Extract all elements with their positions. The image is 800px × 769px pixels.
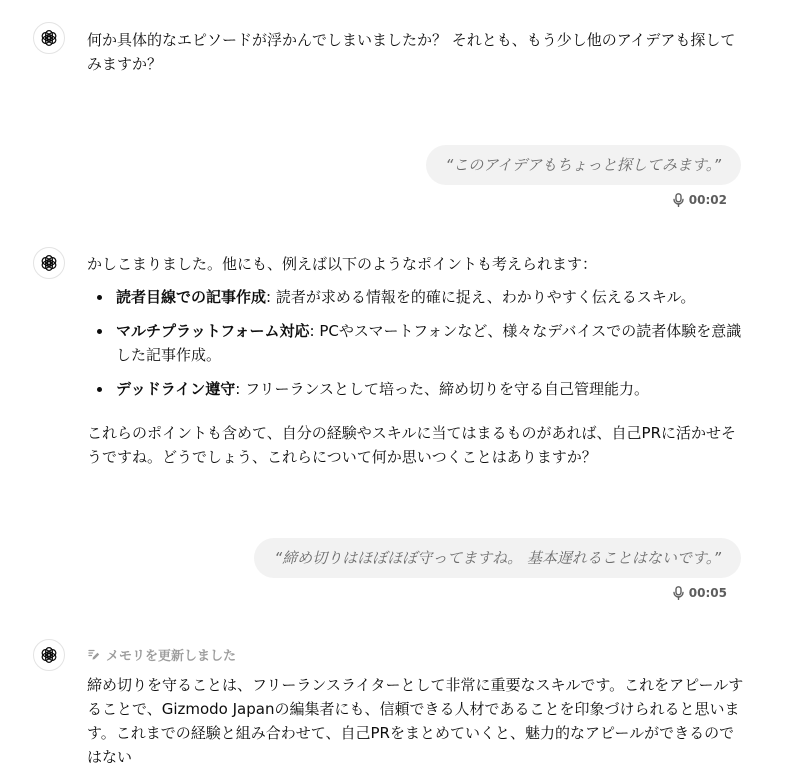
bullet-dot	[97, 387, 102, 392]
openai-logo-icon	[39, 645, 59, 665]
memory-pencil-icon	[87, 648, 100, 661]
voice-duration-label: 00:05	[688, 586, 727, 600]
voice-duration	[673, 585, 727, 601]
assistant-message-outro: これらのポイントも含めて、自分の経験やスキルに当てはまるものがあれば、自己PRに活かせそうですね。どうでしょう、これらについて何か思いつくことはありますか？	[87, 424, 737, 466]
assistant-avatar	[33, 22, 65, 54]
assistant-avatar	[33, 639, 65, 671]
user-voice-message-bubble: “締め切りはほぼほぼ守ってますね。 基本遅れることはないです。”	[254, 538, 741, 578]
list-item	[87, 377, 747, 401]
assistant-bullet-list	[87, 285, 747, 411]
assistant-avatar	[33, 247, 65, 279]
bullet-dot	[97, 329, 102, 334]
assistant-message-text: 締め切りを守ることは、フリーランスライターとして非常に重要なスキルです。これをアピールすることで、Gizmodo Japanの編集者にも、信頼できる人材であることを印象づけられると思います。これまでの経験と組み合わせて、自己PRをまとめていくと、魅力的なアピールができるのではない	[87, 676, 744, 766]
assistant-message-intro: かしこまりました。他にも、例えば以下のようなポイントも考えられます：	[87, 255, 598, 273]
memory-updated-label: メモリを更新しました	[106, 648, 237, 664]
list-item-title: マルチプラットフォーム対応	[116, 322, 310, 340]
user-voice-message-bubble: “このアイデアもちょっと探してみます。”	[426, 145, 742, 185]
memory-updated-indicator[interactable]	[87, 644, 236, 664]
list-item	[87, 319, 747, 367]
list-item-title: 読者目線での記事作成	[116, 288, 267, 306]
voice-duration	[673, 192, 727, 208]
list-item-title: デッドライン遵守	[116, 380, 236, 398]
list-item-body: : 読者が求める情報を的確に捉え、わかりやすく伝えるスキル。	[266, 288, 696, 306]
openai-logo-icon	[39, 253, 59, 273]
list-item-body: : PCやスマートフォンなど、様々なデバイスでの読者体験を意識した記事作成。	[116, 322, 742, 364]
voice-duration-label: 00:02	[688, 193, 727, 207]
openai-logo-icon	[39, 28, 59, 48]
microphone-icon	[673, 193, 684, 207]
list-item-body: : フリーランスとして培った、締め切りを守る自己管理能力。	[235, 380, 650, 398]
assistant-message-text: 何か具体的なエピソードが浮かんでしまいましたか？ それとも、もう少し他のアイデアも探してみますか？	[87, 31, 736, 73]
list-item	[87, 285, 747, 309]
microphone-icon	[673, 586, 684, 600]
bullet-dot	[97, 295, 102, 300]
